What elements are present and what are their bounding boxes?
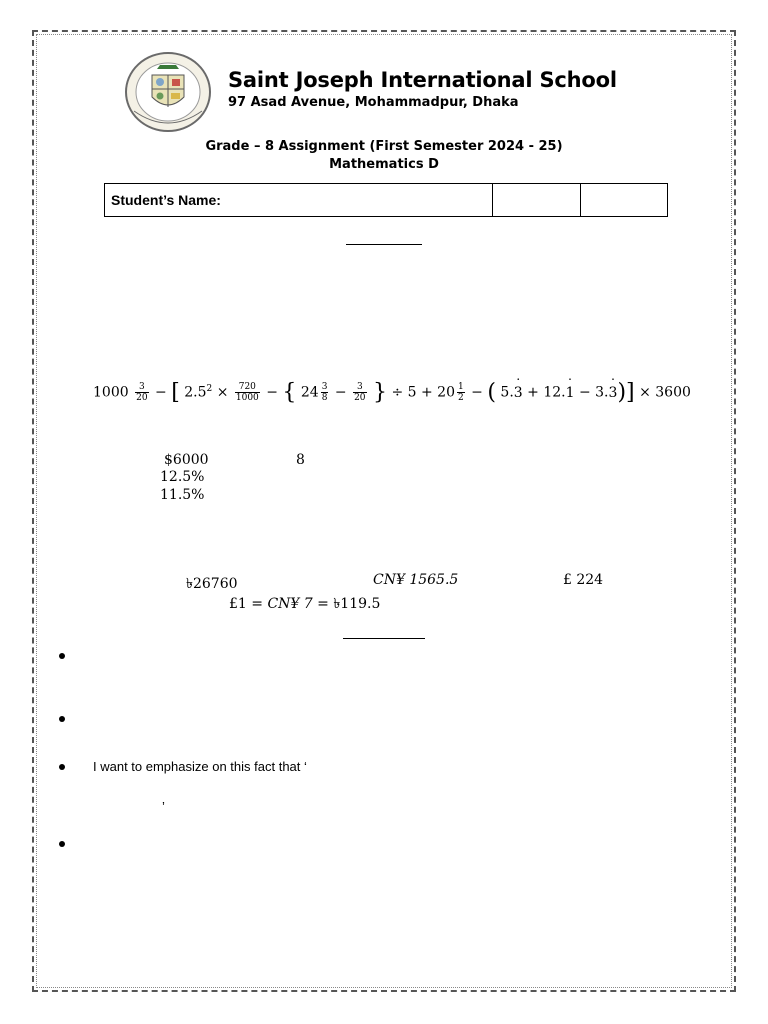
fraction-2: $\frac{720}{1000}$ (235, 382, 259, 403)
bullet-2 (59, 716, 65, 722)
info-cell-2[interactable] (493, 184, 580, 217)
rate-taka: 119.5 (340, 596, 381, 612)
assignment-title: Grade – 8 Assignment (First Semester 2024 - 25) (205, 139, 563, 154)
right-bracket: ] (626, 380, 635, 405)
left-brace: { (282, 380, 297, 405)
fraction-1: $\frac{3}{20}$ (136, 382, 148, 403)
expr-times: × (216, 384, 229, 401)
left-paren: ( (487, 380, 496, 405)
bullet-1 (59, 653, 65, 659)
instruction-text: I want to emphasize on this fact that ‘ (93, 759, 307, 774)
subject-title: Mathematics D (329, 157, 439, 172)
q3-pound-amount: £ 224 (563, 572, 604, 588)
taka-value: 26760 (192, 576, 238, 592)
student-name-label: Student’s Name: (111, 192, 221, 208)
math-expression (93, 380, 691, 405)
expr-divide: ÷ 5 + 20 (391, 384, 455, 401)
section-rule-2 (343, 638, 425, 639)
right-brace: } (372, 380, 387, 405)
rate-yuan: CN¥ 7 = (267, 596, 334, 612)
expr-exponent: 2 (206, 383, 213, 394)
info-cell-3[interactable] (580, 184, 667, 217)
rate-taka-symbol: ৳ (333, 596, 341, 612)
recurring-digit-2: ˙ 1 (566, 385, 575, 401)
recurring-digit-1: ˙ 3 (514, 385, 523, 401)
student-info-table (104, 183, 668, 217)
student-name-cell[interactable] (105, 184, 493, 217)
expr-minus-4: − (471, 384, 483, 401)
q3-exchange-rate (229, 592, 380, 616)
rate-pound: £1 = (229, 596, 268, 612)
page-border (32, 30, 736, 992)
expr-minus-1: − (155, 384, 167, 401)
q2-rate-1: 12.5% (160, 469, 205, 485)
recurring-digit-3: ˙ 3 (609, 385, 618, 401)
left-bracket: [ (171, 380, 180, 405)
section-rule-1 (346, 244, 422, 245)
expr-tail: × 3600 (639, 384, 691, 401)
expr-c3: − 3. (578, 384, 609, 401)
fraction-5: $\frac{1}{2}$ (457, 382, 464, 403)
school-address: 97 Asad Avenue, Mohammadpur, Dhaka (228, 95, 519, 110)
school-logo (124, 51, 212, 133)
q2-years: 8 (296, 452, 305, 468)
right-paren: ) (617, 380, 627, 405)
q3-yuan-amount: CN¥ 1565.5 (373, 572, 459, 588)
bullet-4 (59, 841, 65, 847)
expr-c1: 5. (500, 384, 514, 401)
taka-symbol: ৳ (186, 576, 193, 592)
bullet-3 (59, 764, 65, 770)
expr-lead: 1000 (93, 384, 129, 401)
expr-c2: + 12. (527, 384, 566, 401)
expr-minus-3: − (334, 384, 347, 401)
school-name: Saint Joseph International School (228, 68, 617, 92)
expr-term-a: 2.5 (184, 384, 207, 401)
expr-minus-2: − (266, 384, 278, 401)
expr-b-whole: 24 (300, 384, 319, 401)
fraction-3: $\frac{3}{8}$ (321, 382, 328, 403)
q2-amount: $6000 (164, 452, 209, 468)
q2-rate-2: 11.5% (160, 487, 205, 503)
fraction-4: $\frac{3}{20}$ (354, 382, 366, 403)
instruction-closing-quote: ’ (162, 799, 165, 814)
